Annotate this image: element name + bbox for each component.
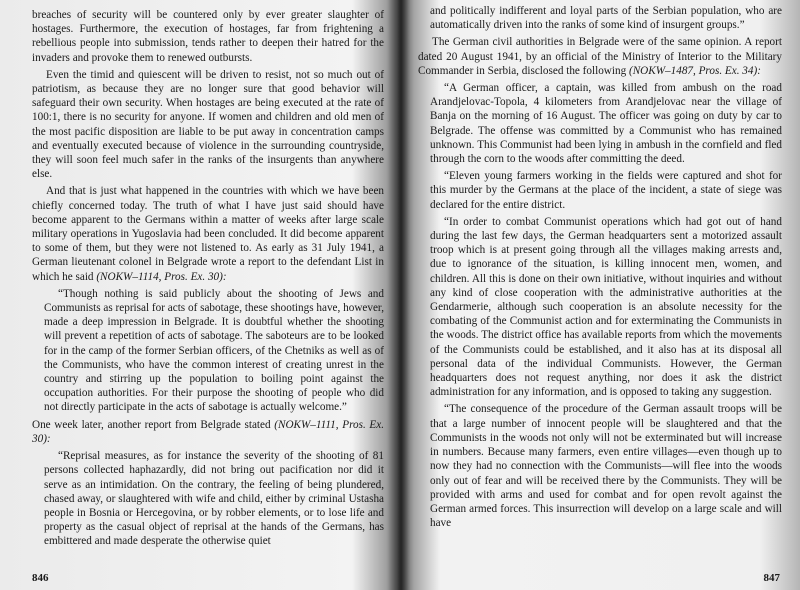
paragraph-text: Even the timid and quiescent will be driven to resist, not so much out of patriotism, as because they are no longer sure that good behavior will safeguard their own security. When hostages are being executed at the rate of 100:1, there is no security for anyone. If women and children and old men of the most pacific disposition are liable to be put away in concentration camps and eventually executed because of violence in the surrounding countryside, they will soon feel much safer in the ranks of the insurgents than anywhere else. — [32, 68, 384, 181]
block-quote-paragraph — [418, 4, 782, 32]
body-paragraph — [32, 8, 384, 65]
exhibit-citation: (NOKW–1487, Pros. Ex. 34): — [628, 64, 761, 77]
right-page — [402, 0, 800, 590]
left-page-number: 846 — [32, 572, 49, 584]
left-page-text-column — [32, 8, 384, 568]
body-paragraph — [418, 35, 782, 78]
block-quote-paragraph — [418, 402, 782, 530]
block-quote-paragraph — [418, 169, 782, 212]
paragraph-text: One week later, another report from Belgrade stated — [32, 418, 271, 431]
paragraph-text: “Reprisal measures, as for instance the severity of the shooting of 81 persons collected haphazardly, did not bring out pacification nor did it serve as an intimidation. On the contrary, the feeling of being plundered, chased away, or slaughtered with wife and child, either by criminal Ustasha people in Bosnia or Hercegovina, or by robber elements, or to lose life and property as the casual object of reprisal at the hands of the Germans, has embittered and made desperate the otherwise quiet — [44, 450, 384, 548]
paragraph-text: “The consequence of the procedure of the German assault troops will be that a large number of innocent people will be slaughtered and that the Communists in the woods not only will not be exterminated but will increase in numbers. Because many farmers, even entire villages—even though up to now they had no connection with the Communists—will flee into the woods only out of fear and will be received there by the Communists. They will be provided with arms and used for combat and for open revolt against the German armed forces. This insurrection will develop on a large scale and will have — [430, 403, 782, 530]
block-quote-paragraph — [418, 215, 782, 400]
block-quote-paragraph — [32, 449, 384, 548]
paragraph-text: “A German officer, a captain, was killed from ambush on the road Arandjelovac-Topola, 4 kilometers from Arandjelovac near the village of Banja on the morning of 16 August. The officer was going on duty by car to Belgrade. The offense was committed by a Communist who has remained unknown. This Communist had been lying in ambush in the cornfield and fled through the corn to the woods after committing the deed. — [430, 82, 782, 166]
body-paragraph — [32, 68, 384, 182]
body-paragraph — [32, 184, 384, 283]
left-page — [0, 0, 395, 590]
paragraph-text: “Though nothing is said publicly about the shooting of Jews and Communists as reprisal for acts of sabotage, these shootings have, however, made a deep impression in Belgrade. It is doubtful whether the shooting will prevent a repetition of acts of sabotage. The saboteurs are to be looked for in the camp of the former Serbian officers, of the Chetniks as well as of the Communists, who have the common interest of creating unrest in the country and stirring up the population to boiling point against the occupation authorities. For their purpose the shooting of people who did not directly participate in the acts of sabotage is actually welcome.” — [44, 287, 384, 414]
block-quote-paragraph — [32, 287, 384, 415]
right-page-text-column — [418, 4, 782, 570]
exhibit-citation: (NOKW–1111, Pros. Ex. 30): — [32, 418, 384, 445]
paragraph-text: and politically indifferent and loyal parts of the Serbian population, who are automatically driven into the ranks of some kind of insurgent groups.” — [430, 5, 782, 32]
exhibit-citation: (NOKW–1114, Pros. Ex. 30): — [96, 270, 227, 283]
paragraph-text: “In order to combat Communist operations which had got out of hand during the last few days, the German headquarters sent a motorized assault troop which is at present going through all the villages making arrests and, due to ignorance of the situation, is killing innocent men, women, and children. All this is done on their own initiative, without inquiries and without any kind of close cooperation with the administrative authorities at the Gendarmerie, although such cooperation is an absolute necessity for the combating of the Communist action and for exterminating the Communists in the woods. The district office has available reports from which the movements of the Communists could be established, and it also has at its disposal all personal data of the individual Communists. However, the German headquarters does not request anything, nor does it ask the district administration for any information, and is opposed to taking any suggestion. — [430, 215, 782, 399]
body-paragraph — [32, 418, 384, 446]
paragraph-text: The German civil authorities in Belgrade were of the same opinion. A report dated 20 August 1941, by an official of the Ministry of Interior to the Military Commander in Serbia, disclosed the following — [418, 36, 782, 77]
paragraph-text: breaches of security will be countered only by ever greater slaughter of hostages. Furthermore, the execution of hostages, far from frightening a rebellious people into submission, tends rather to deepen their hatred for the invaders and provoke them to renewed outbursts. — [32, 9, 384, 64]
paragraph-text: “Eleven young farmers working in the fields were captured and shot for this murder by the Germans at the place of the incident, a state of siege was declared for the entire district. — [430, 170, 782, 211]
block-quote-paragraph — [418, 81, 782, 166]
paragraph-text: And that is just what happened in the countries with which we have been chiefly concerned today. The truth of what I have just said should have become apparent to the Germans within a matter of weeks after large scale military operations in Yugoslavia had been concluded. It did become apparent to some of them, but they were not listened to. As early as 31 July 1941, a German lieutenant colonel in Belgrade wrote a report to the defendant List in which he said — [32, 185, 384, 283]
right-page-number: 847 — [763, 572, 780, 584]
